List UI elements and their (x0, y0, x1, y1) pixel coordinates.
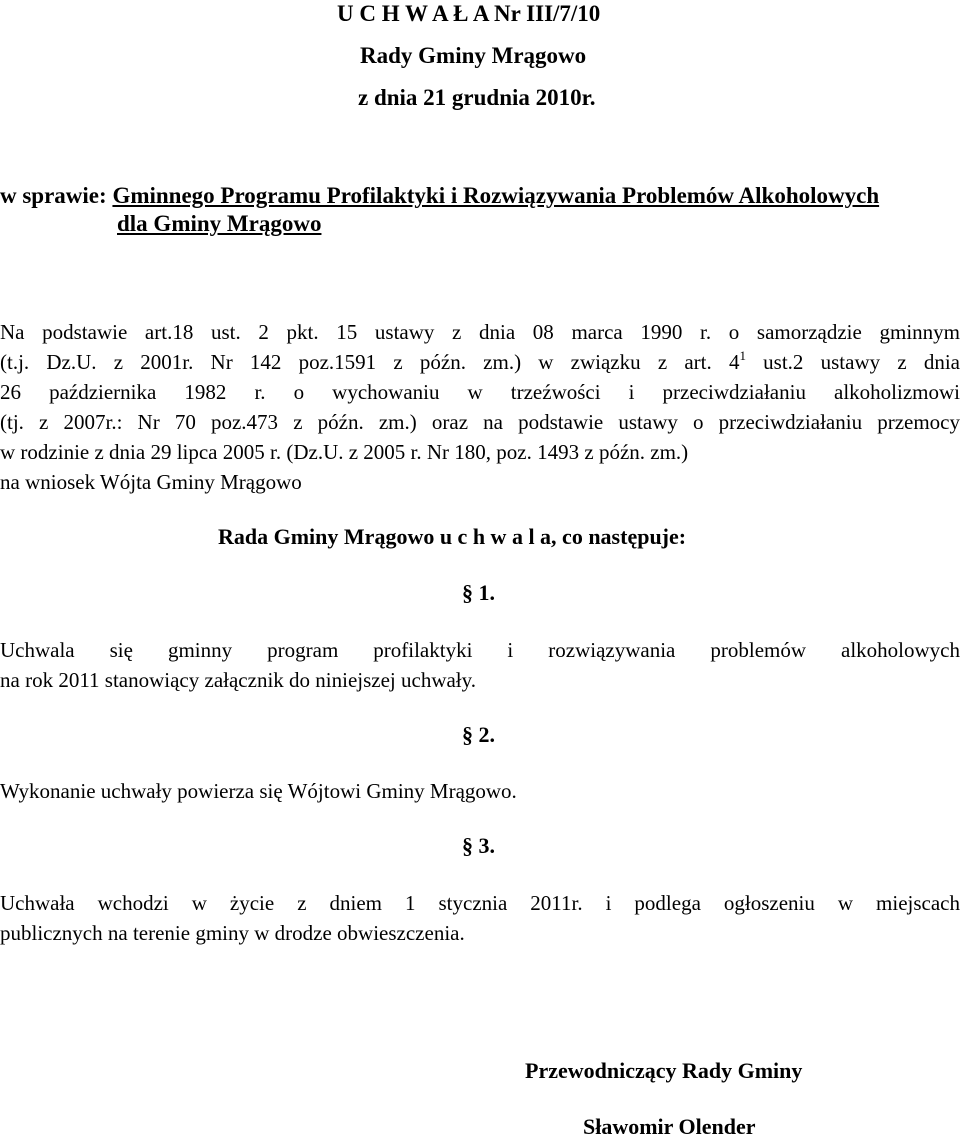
section-3-line-2: publicznych na terenie gminy w drodze obwieszczenia. (0, 921, 465, 945)
superscript: 1 (739, 348, 746, 363)
section-2-line-1: Wykonanie uchwały powierza się Wójtowi Gminy Mrągowo. (0, 779, 517, 803)
resolution-date: z dnia 21 grudnia 2010r. (358, 85, 596, 110)
section-1-mark: § 1. (462, 580, 495, 605)
preamble-line-5: w rodzinie z dnia 29 lipca 2005 r. (Dz.U. z 2005 r. Nr 180, poz. 1493 z późn. zm.) (0, 440, 689, 464)
subject-title-2: dla Gminy Mrągowo (117, 211, 322, 236)
preamble-line-1: Na podstawie art.18 ust. 2 pkt. 15 ustawy z dnia 08 marca 1990 r. o samorządzie gminnym (0, 320, 960, 344)
council-name: Rady Gminy Mrągowo (360, 43, 587, 68)
resolution-number: U C H W A Ł A Nr III/7/10 (337, 1, 601, 26)
subject-prefix: w sprawie: (0, 183, 113, 208)
section-3-mark: § 3. (462, 833, 495, 858)
preamble-line-3: 26 października 1982 r. o wychowaniu w trzeźwości i przeciwdziałaniu alkoholizmowi (0, 380, 960, 404)
section-2-mark: § 2. (462, 722, 495, 747)
preamble-line-2: (t.j. Dz.U. z 2001r. Nr 142 poz.1591 z późn. zm.) w związku z art. $4^1$ ust.2 ustawy z dnia (0, 348, 960, 374)
subject-line (0, 182, 879, 210)
section-1-line-1: Uchwala się gminny program profilaktyki i rozwiązywania problemów alkoholowych (0, 638, 960, 662)
preamble-line-4: (tj. z 2007r.: Nr 70 poz.473 z późn. zm.) oraz na podstawie ustawy o przeciwdziałaniu przemocy (0, 410, 960, 434)
signature-role: Przewodniczący Rady Gminy (525, 1058, 803, 1083)
preamble-line-6: na wniosek Wójta Gminy Mrągowo (0, 470, 302, 494)
section-3-line-1: Uchwała wchodzi w życie z dniem 1 stycznia 2011r. i podlega ogłoszeniu w miejscach (0, 891, 960, 915)
subject-title-1: Gminnego Programu Profilaktyki i Rozwiązywania Problemów Alkoholowych (112, 183, 880, 208)
section-1-line-2: na rok 2011 stanowiący załącznik do niniejszej uchwały. (0, 668, 477, 692)
resolves-clause: Rada Gminy Mrągowo u c h w a l a, co następuje: (218, 524, 687, 549)
signature-name: Sławomir Olender (583, 1114, 756, 1139)
